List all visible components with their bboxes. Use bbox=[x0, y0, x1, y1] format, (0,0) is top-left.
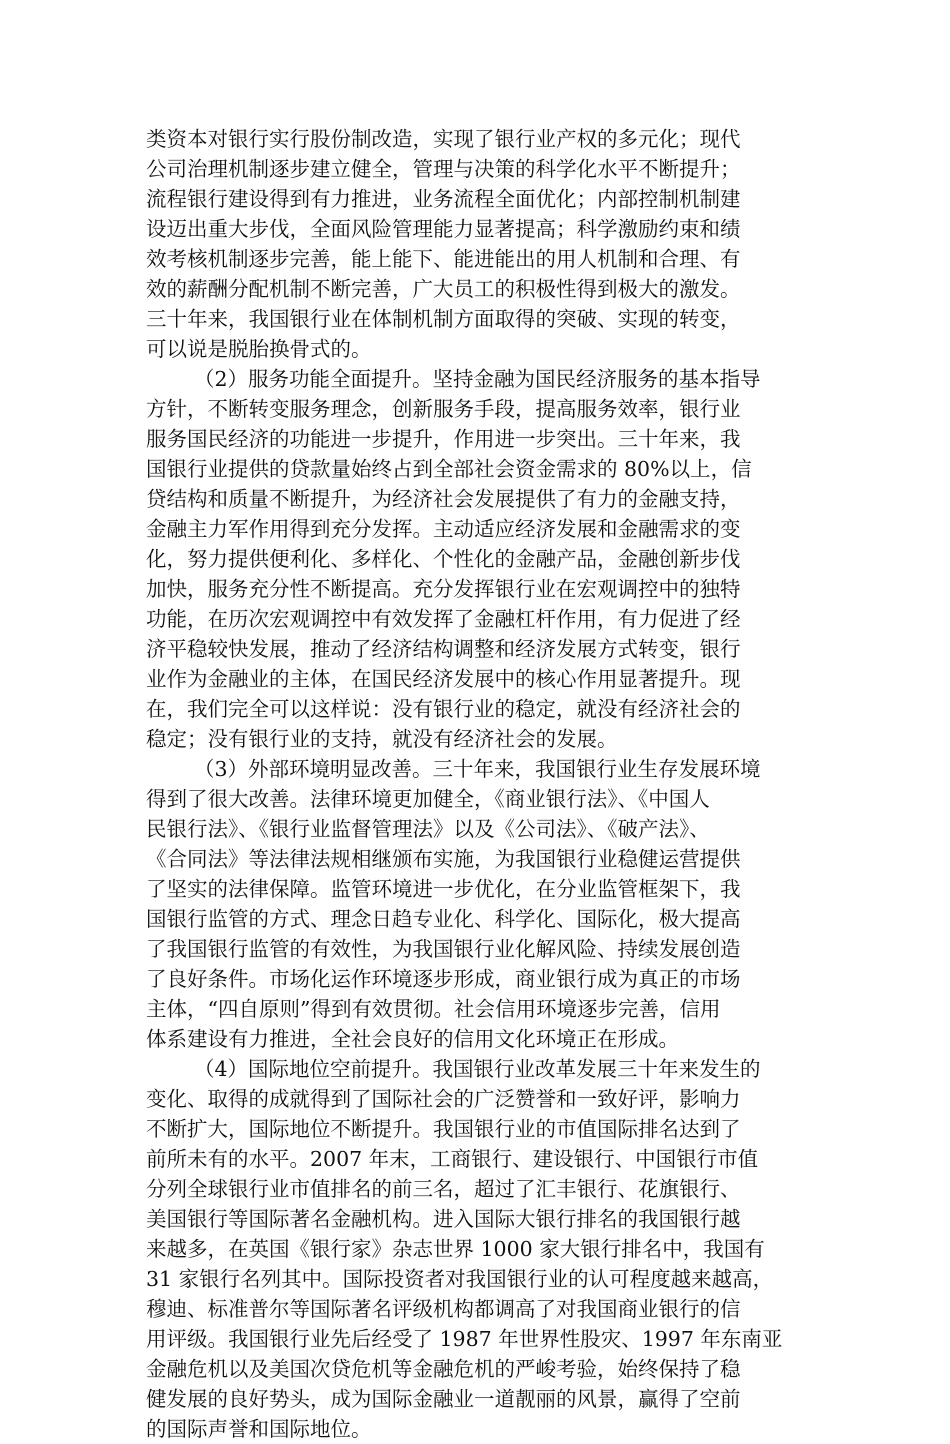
text-line: 类资本对银行实行股份制改造，实现了银行业产权的多元化；现代 bbox=[146, 127, 741, 151]
text-line: 济平稳较快发展，推动了经济结构调整和经济发展方式转变，银行 bbox=[146, 637, 741, 661]
text-line: 国银行监管的方式、理念日趋专业化、科学化、国际化，极大提高 bbox=[146, 907, 741, 931]
text-line: 金融主力军作用得到充分发挥。主动适应经济发展和金融需求的变 bbox=[146, 517, 741, 541]
text-line: 了坚实的法律保障。监管环境进一步优化，在分业监管框架下，我 bbox=[146, 877, 741, 901]
text-line: 服务国民经济的功能进一步提升，作用进一步突出。三十年来，我 bbox=[146, 427, 741, 451]
text-line: 了我国银行监管的有效性，为我国银行业化解风险、持续发展创造 bbox=[146, 937, 741, 961]
text-line: 体系建设有力推进，全社会良好的信用文化环境正在形成。 bbox=[146, 1027, 679, 1051]
text-line: 的国际声誉和国际地位。 bbox=[146, 1417, 372, 1441]
text-line: 得到了很大改善。法律环境更加健全，《商业银行法》、《中国人 bbox=[146, 787, 710, 811]
text-line: 公司治理机制逐步建立健全，管理与决策的科学化水平不断提升； bbox=[146, 157, 741, 181]
paragraph-3-first-line: （3）外部环境明显改善。三十年来，我国银行业生存发展环境 bbox=[194, 757, 761, 781]
text-line: 来越多，在英国《银行家》杂志世界 1000 家大银行排名中，我国有 bbox=[146, 1237, 765, 1261]
text-line: 了良好条件。市场化运作环境逐步形成，商业银行成为真正的市场 bbox=[146, 967, 741, 991]
body-text bbox=[146, 124, 816, 1444]
text-line: 效的薪酬分配机制不断完善，广大员工的积极性得到极大的激发。 bbox=[146, 277, 741, 301]
text-line: 《合同法》等法律法规相继颁布实施，为我国银行业稳健运营提供 bbox=[146, 847, 741, 871]
text-line: 民银行法》、《银行业监督管理法》以及《公司法》、《破产法》、 bbox=[146, 817, 710, 841]
text-line: 方针，不断转变服务理念，创新服务手段，提高服务效率，银行业 bbox=[146, 397, 741, 421]
paragraph-2-first-line: （2）服务功能全面提升。坚持金融为国民经济服务的基本指导 bbox=[194, 367, 761, 391]
text-line: 分列全球银行业市值排名的前三名，超过了汇丰银行、花旗银行、 bbox=[146, 1177, 741, 1201]
text-line: 业作为金融业的主体，在国民经济发展中的核心作用显著提升。现 bbox=[146, 667, 741, 691]
text-line: 三十年来，我国银行业在体制机制方面取得的突破、实现的转变， bbox=[146, 307, 741, 331]
text-line: 金融危机以及美国次贷危机等金融危机的严峻考验，始终保持了稳 bbox=[146, 1357, 741, 1381]
text-line: 前所未有的水平。2007 年末，工商银行、建设银行、中国银行市值 bbox=[146, 1147, 759, 1171]
text-line: 美国银行等国际著名金融机构。进入国际大银行排名的我国银行越 bbox=[146, 1207, 741, 1231]
text-line: 化，努力提供便利化、多样化、个性化的金融产品，金融创新步伐 bbox=[146, 547, 741, 571]
text-line: 变化、取得的成就得到了国际社会的广泛赞誉和一致好评，影响力 bbox=[146, 1087, 741, 1111]
text-line: 主体，“四自原则”得到有效贯彻。社会信用环境逐步完善，信用 bbox=[146, 997, 721, 1021]
text-line: 可以说是脱胎换骨式的。 bbox=[146, 337, 372, 361]
text-line: 流程银行建设得到有力推进，业务流程全面优化；内部控制机制建 bbox=[146, 187, 741, 211]
text-line: 功能，在历次宏观调控中有效发挥了金融杠杆作用，有力促进了经 bbox=[146, 607, 741, 631]
text-line: 效考核机制逐步完善，能上能下、能进能出的用人机制和合理、有 bbox=[146, 247, 741, 271]
paragraph-4-first-line: （4）国际地位空前提升。我国银行业改革发展三十年来发生的 bbox=[194, 1057, 761, 1081]
text-line: 不断扩大，国际地位不断提升。我国银行业的市值国际排名达到了 bbox=[146, 1117, 741, 1141]
text-line: 用评级。我国银行业先后经受了 1987 年世界性股灾、1997 年东南亚 bbox=[146, 1327, 783, 1351]
text-line: 国银行业提供的贷款量始终占到全部社会资金需求的 80%以上，信 bbox=[146, 457, 752, 481]
text-line: 穆迪、标准普尔等国际著名评级机构都调高了对我国商业银行的信 bbox=[146, 1297, 741, 1321]
text-line: 31 家银行名列其中。国际投资者对我国银行业的认可程度越来越高， bbox=[146, 1267, 774, 1291]
text-line: 贷结构和质量不断提升，为经济社会发展提供了有力的金融支持， bbox=[146, 487, 741, 511]
text-line: 稳定；没有银行业的支持，就没有经济社会的发展。 bbox=[146, 727, 618, 751]
text-line: 健发展的良好势头，成为国际金融业一道靓丽的风景，赢得了空前 bbox=[146, 1387, 741, 1411]
text-line: 设迈出重大步伐，全面风险管理能力显著提高；科学激励约束和绩 bbox=[146, 217, 741, 241]
text-line: 在，我们完全可以这样说：没有银行业的稳定，就没有经济社会的 bbox=[146, 697, 741, 721]
text-line: 加快，服务充分性不断提高。充分发挥银行业在宏观调控中的独特 bbox=[146, 577, 741, 601]
